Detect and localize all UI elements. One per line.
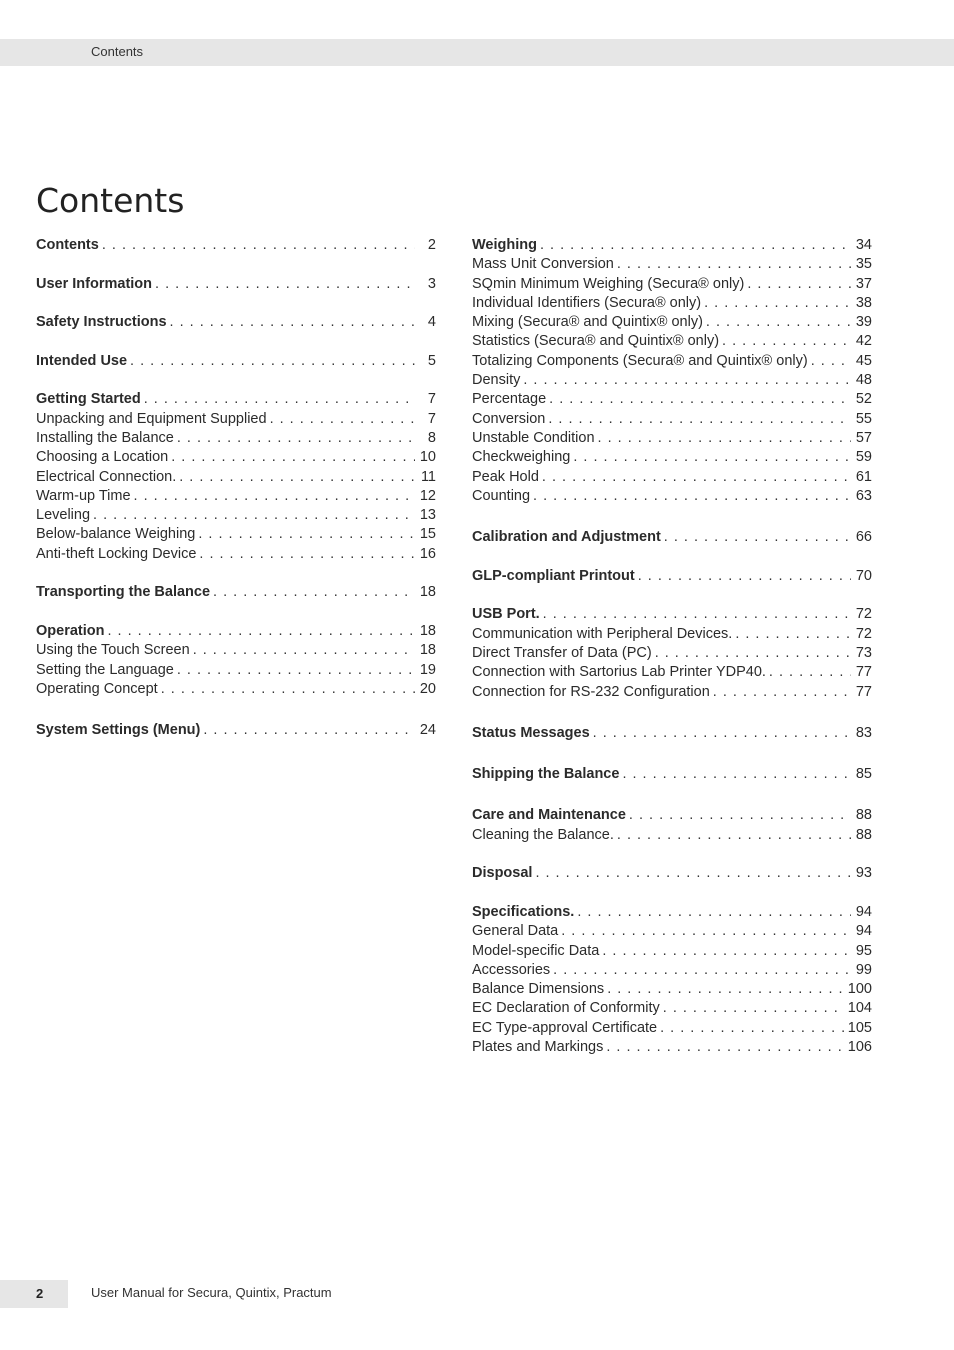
toc-entry-label: Individual Identifiers (Secura® only) [472,294,702,311]
toc-dot-leader [542,468,851,487]
toc-dot-leader [602,942,851,961]
toc-entry-label: Specifications. [472,903,575,920]
toc-dot-leader [144,390,415,409]
toc-entry[interactable] [472,625,872,644]
toc-entry-label: Plates and Markings [472,1038,604,1055]
toc-entry-label: GLP-compliant Printout [472,567,635,584]
toc-dot-leader [171,448,415,467]
toc-entry[interactable] [36,468,436,487]
toc-entry[interactable] [472,980,872,999]
toc-dot-leader [155,275,415,294]
toc-entry-label: Balance Dimensions [472,981,605,998]
toc-entry-label: Cleaning the Balance. [472,826,614,843]
toc-dot-leader [535,864,851,883]
toc-entry[interactable] [472,961,872,980]
toc-entry-label: EC Type-approval Certificate [472,1019,658,1036]
toc-entry-page: 85 [855,766,872,783]
toc-entry-page: 10 [419,449,436,466]
toc-spacer [36,564,436,583]
toc-dot-leader [107,622,415,641]
toc-section-heading[interactable] [36,352,436,371]
toc-dot-leader [577,903,851,922]
toc-entry-page: 70 [855,567,872,584]
toc-entry-page: 35 [855,256,872,273]
toc-entry-page: 57 [855,429,872,446]
toc-spacer [472,547,872,566]
toc-section-heading[interactable] [472,567,872,586]
toc-entry-page: 13 [419,507,436,524]
toc-entry-label: Disposal [472,865,533,882]
toc-section-heading[interactable] [36,236,436,255]
toc-entry[interactable] [472,1019,872,1038]
toc-entry-label: Shipping the Balance [472,766,620,783]
toc-dot-leader [548,410,851,429]
toc-entry-page: 99 [855,961,872,978]
toc-entry-page: 77 [855,664,872,681]
toc-dot-leader [553,961,851,980]
toc-entry-page: 94 [855,923,872,940]
toc-entry-page: 45 [855,352,872,369]
toc-entry-page: 24 [419,722,436,739]
toc-entry-page: 52 [855,391,872,408]
toc-dot-leader [130,352,415,371]
toc-entry-page: 59 [855,449,872,466]
toc-entry-page: 63 [855,487,872,504]
toc-entry-page: 7 [427,410,436,427]
footer-document-title: User Manual for Secura, Quintix, Practum [91,1285,332,1300]
toc-left-column [36,236,436,740]
toc-entry-label: Connection with Sartorius Lab Printer YDP40. [472,664,766,681]
toc-entry-page: 7 [427,391,436,408]
header-label: Contents [91,44,144,59]
toc-entry-page: 5 [427,352,436,369]
toc-entry[interactable] [36,545,436,564]
toc-dot-leader [706,313,851,332]
toc-entry-label: Installing the Balance [36,429,174,446]
toc-entry[interactable] [36,525,436,544]
toc-entry-label: Care and Maintenance [472,807,626,824]
toc-entry-label: Density [472,372,521,389]
toc-dot-leader [607,980,845,999]
toc-spacer [472,586,872,605]
toc-entry-page: 18 [419,622,436,639]
toc-entry-label: EC Declaration of Conformity [472,1000,660,1017]
toc-dot-leader [203,721,415,740]
page-title: Contents [36,181,185,220]
toc-entry-label: Operation [36,622,105,639]
toc-entry[interactable] [472,313,872,332]
toc-dot-leader [713,683,851,702]
toc-entry[interactable] [472,410,872,429]
toc-section-heading[interactable] [472,864,872,883]
toc-entry-page: 73 [855,644,872,661]
toc-dot-leader [177,429,415,448]
toc-section-heading[interactable] [36,275,436,294]
toc-section-heading[interactable] [472,806,872,825]
toc-entry-label: Accessories [472,961,551,978]
toc-dot-leader [198,525,415,544]
toc-entry-page: 37 [855,275,872,292]
toc-dot-leader [722,332,851,351]
toc-dot-leader [199,545,415,564]
toc-entry-page: 15 [419,526,436,543]
toc-entry-label: Percentage [472,391,547,408]
toc-entry[interactable] [472,332,872,351]
toc-entry[interactable] [472,663,872,682]
toc-entry-page: 3 [427,275,436,292]
toc-spacer [472,506,872,528]
toc-dot-leader [598,429,851,448]
toc-dot-leader [664,528,851,547]
toc-entry[interactable] [472,922,872,941]
toc-entry-page: 4 [427,314,436,331]
toc-entry-label: Weighing [472,237,537,253]
toc-entry-label: Choosing a Location [36,449,169,466]
toc-spacer [36,332,436,351]
toc-entry-page: 18 [419,584,436,601]
toc-entry-page: 2 [427,237,436,253]
toc-entry-label: USB Port. [472,606,540,623]
toc-section-heading[interactable] [472,605,872,624]
toc-dot-leader [177,661,415,680]
toc-entry-label: System Settings (Menu) [36,722,201,739]
toc-dot-leader [134,487,415,506]
toc-dot-leader [561,922,851,941]
toc-dot-leader [523,371,851,390]
toc-entry-label: Status Messages [472,724,590,741]
toc-entry-page: 19 [419,661,436,678]
toc-dot-leader [638,567,851,586]
toc-entry[interactable] [36,487,436,506]
toc-entry-page: 72 [855,625,872,642]
toc-section-heading[interactable] [472,236,872,255]
toc-entry-page: 72 [855,606,872,623]
toc-dot-leader [663,999,845,1018]
toc-entry-label: Calibration and Adjustment [472,529,661,546]
toc-entry-label: Warm-up Time [36,487,131,504]
toc-dot-leader [617,255,851,274]
toc-dot-leader [543,605,851,624]
toc-entry-page: 104 [847,1000,872,1017]
toc-entry-page: 105 [847,1019,872,1036]
toc-entry-label: Conversion [472,410,546,427]
toc-spacer [36,255,436,274]
toc-dot-leader [270,410,415,429]
toc-dot-leader [629,806,851,825]
toc-entry[interactable] [36,448,436,467]
toc-entry-page: 16 [419,545,436,562]
toc-entry-label: Statistics (Secura® and Quintix® only) [472,333,720,350]
toc-entry-label: Mass Unit Conversion [472,256,614,273]
toc-entry-page: 20 [419,680,436,697]
toc-entry-label: Connection for RS-232 Configuration [472,683,710,700]
toc-dot-leader [161,680,415,699]
toc-entry-page: 11 [420,468,436,485]
toc-right-column [472,236,872,1057]
toc-spacer [36,603,436,622]
toc-dot-leader [660,1019,845,1038]
toc-entry-label: Leveling [36,507,91,524]
toc-entry-page: 18 [419,642,436,659]
toc-entry[interactable] [472,487,872,506]
toc-spacer [472,845,872,864]
toc-entry-label: Mixing (Secura® and Quintix® only) [472,314,703,331]
toc-entry-label: Electrical Connection. [36,468,177,485]
toc-dot-leader [549,390,851,409]
toc-section-heading[interactable] [36,313,436,332]
toc-dot-leader [622,765,851,784]
toc-section-heading[interactable] [472,903,872,922]
toc-entry-label: Using the Touch Screen [36,642,190,659]
toc-dot-leader [769,663,851,682]
toc-entry-page: 83 [855,724,872,741]
toc-section-heading[interactable] [36,583,436,602]
toc-entry-page: 66 [855,529,872,546]
toc-dot-leader [93,506,415,525]
toc-entry-page: 77 [855,683,872,700]
toc-dot-leader [655,644,851,663]
toc-entry[interactable] [36,661,436,680]
toc-entry-page: 48 [855,372,872,389]
toc-entry-page: 93 [855,865,872,882]
toc-dot-leader [617,826,851,845]
toc-entry[interactable] [472,683,872,702]
toc-section-heading[interactable] [36,390,436,409]
toc-entry[interactable] [472,371,872,390]
toc-dot-leader [213,583,415,602]
toc-entry-page: 42 [855,333,872,350]
toc-spacer [472,784,872,806]
toc-entry[interactable] [36,410,436,429]
header-band [0,39,954,66]
toc-dot-leader [179,468,415,487]
toc-entry[interactable] [472,390,872,409]
toc-dot-leader [747,275,851,294]
toc-dot-leader [193,641,415,660]
toc-dot-leader [811,352,851,371]
toc-spacer [472,702,872,724]
footer-page-number: 2 [36,1286,44,1301]
toc-entry-page: 12 [419,487,436,504]
toc-entry[interactable] [472,352,872,371]
toc-entry-label: Unstable Condition [472,429,595,446]
toc-entry-page: 8 [427,429,436,446]
toc-entry-label: Communication with Peripheral Devices. [472,625,733,642]
toc-entry-label: General Data [472,923,559,940]
toc-entry-label: Model-specific Data [472,942,600,959]
toc-entry-page: 95 [855,942,872,959]
toc-entry-label: Unpacking and Equipment Supplied [36,410,267,427]
toc-entry-page: 39 [855,314,872,331]
toc-entry[interactable] [36,680,436,699]
toc-section-heading[interactable] [472,528,872,547]
toc-section-heading[interactable] [36,721,436,740]
toc-entry-label: Safety Instructions [36,314,167,331]
toc-entry-label: Anti-theft Locking Device [36,545,197,562]
toc-entry[interactable] [472,644,872,663]
toc-dot-leader [170,313,415,332]
toc-section-heading[interactable] [36,622,436,641]
toc-dot-leader [573,448,851,467]
toc-entry[interactable] [36,506,436,525]
toc-entry-page: 88 [855,826,872,843]
toc-entry-label: Peak Hold [472,468,539,485]
toc-dot-leader [533,487,851,506]
toc-entry-label: Direct Transfer of Data (PC) [472,644,652,661]
toc-entry[interactable] [36,641,436,660]
toc-entry[interactable] [472,999,872,1018]
toc-entry-page: 88 [855,807,872,824]
toc-dot-leader [704,294,851,313]
toc-entry[interactable] [472,1038,872,1057]
toc-entry-label: Totalizing Components (Secura® and Quintix® only) [472,352,808,369]
toc-entry-page: 106 [847,1038,872,1055]
toc-entry-label: Contents [36,237,99,253]
toc-spacer [36,371,436,390]
toc-spacer [36,699,436,721]
toc-dot-leader [606,1038,844,1057]
toc-section-heading[interactable] [472,724,872,743]
toc-dot-leader [593,724,851,743]
toc-entry-label: Checkweighing [472,449,571,466]
toc-dot-leader [735,625,851,644]
toc-entry[interactable] [472,294,872,313]
toc-entry-page: 100 [847,981,872,998]
toc-entry[interactable] [472,448,872,467]
toc-entry-label: Operating Concept [36,680,158,697]
toc-entry-label: Setting the Language [36,661,174,678]
toc-entry-label: Transporting the Balance [36,584,211,601]
toc-entry[interactable] [472,255,872,274]
toc-entry[interactable] [472,826,872,845]
toc-section-heading[interactable] [472,765,872,784]
toc-entry-label: Intended Use [36,352,128,369]
toc-entry-label: Counting [472,487,531,504]
toc-spacer [472,884,872,903]
toc-entry-label: SQmin Minimum Weighing (Secura® only) [472,275,745,292]
toc-entry-label: Getting Started [36,391,141,408]
toc-entry-page: 61 [855,468,872,485]
toc-entry-page: 34 [855,237,872,253]
toc-entry[interactable] [472,275,872,294]
footer-page-box [0,1280,68,1308]
toc-entry-page: 55 [855,410,872,427]
toc-entry-label: Below-balance Weighing [36,526,196,543]
toc-entry[interactable] [472,468,872,487]
toc-entry-page: 94 [855,903,872,920]
toc-entry-page: 38 [855,294,872,311]
toc-entry[interactable] [472,429,872,448]
toc-entry[interactable] [36,429,436,448]
toc-spacer [36,294,436,313]
toc-entry[interactable] [472,942,872,961]
toc-entry-label: User Information [36,275,153,292]
toc-dot-leader [102,236,415,255]
toc-dot-leader [540,236,851,255]
toc-spacer [472,743,872,765]
